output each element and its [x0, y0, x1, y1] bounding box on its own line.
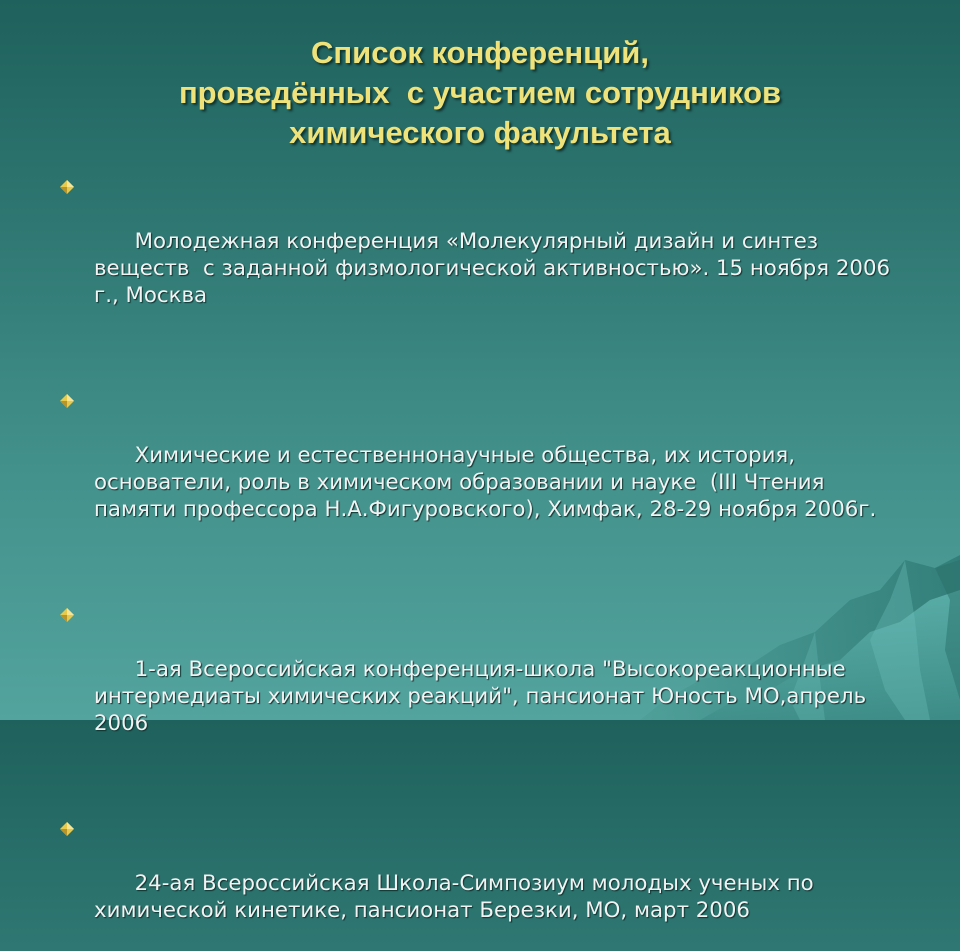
diamond-bullet-icon: [60, 180, 74, 194]
diamond-bullet-icon: [60, 822, 74, 836]
diamond-bullet-icon: [60, 394, 74, 408]
list-item-text: 24-ая Всероссийская Школа-Симпозиум молодых ученых по химической кинетике, пансионат Березки, МО, март 2006: [94, 871, 821, 923]
title-line-3: химического факультета: [289, 115, 671, 150]
list-item: [58, 174, 908, 336]
list-item: [58, 602, 908, 764]
list-item-text: Молодежная конференция «Молекулярный дизайн и синтез веществ с заданной физмологической активностью». 15 ноября 2006 г., Москва: [94, 229, 897, 308]
conference-list: [58, 174, 908, 951]
list-item: [58, 388, 908, 550]
list-item-text: 1-ая Всероссийская конференция-школа "Высокореакционные интермедиаты химических реакций", пансионат Юность МО,апрель 2006: [94, 657, 873, 736]
title-line-2: проведённых с участием сотрудников: [178, 75, 782, 110]
list-item-text: Химические и естественнонаучные общества, их история, основатели, роль в химическом образовании и науке (III Чтения памяти профессора Н.А.Фигуровского), Химфак, 28-29 ноября 2006г.: [94, 443, 877, 522]
slide-title: [60, 33, 900, 153]
diamond-bullet-icon: [60, 608, 74, 622]
list-item: [58, 816, 908, 951]
title-line-1: Список конференций,: [311, 35, 649, 70]
